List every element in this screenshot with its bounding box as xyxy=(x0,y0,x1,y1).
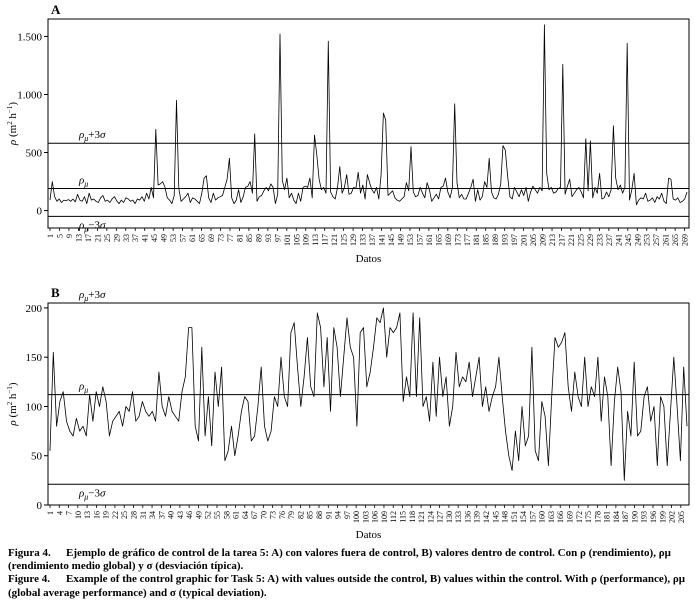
control-line-label: $\rho_\mu+3\sigma$ xyxy=(79,129,106,144)
x-tick-label: 157 xyxy=(415,234,425,246)
x-tick-label: 173 xyxy=(453,234,463,246)
x-tick-label: 141 xyxy=(377,234,387,246)
x-tick-label: 205 xyxy=(529,234,539,246)
x-tick-label: 105 xyxy=(292,234,302,246)
x-tick-label: 241 xyxy=(614,234,624,246)
caption-spanish-label: Figura 4. xyxy=(8,547,51,559)
x-tick-label: 189 xyxy=(491,234,501,246)
x-tick-label: 142 xyxy=(482,511,492,523)
x-tick-label: 89 xyxy=(254,234,264,242)
x-tick-label: 175 xyxy=(584,511,594,523)
x-tick-label: 253 xyxy=(642,234,652,246)
x-tick-label: 69 xyxy=(207,234,217,242)
caption-english-text: Example of the control graphic for Task 5: A) with values outside the control, B) values within the control. With ρ (performance), ρμ (global average performance) and σ (typical deviation). xyxy=(8,573,686,599)
x-tick-label: 160 xyxy=(537,511,547,523)
x-tick-label: 94 xyxy=(333,511,343,519)
panel-label: B xyxy=(51,285,60,300)
x-tick-label: 225 xyxy=(576,234,586,246)
x-tick-label: 81 xyxy=(235,234,245,242)
x-tick-label: 41 xyxy=(140,234,150,242)
x-tick-label: 91 xyxy=(324,511,334,519)
x-tick-label: 53 xyxy=(169,234,179,242)
x-tick-label: 4 xyxy=(55,511,65,515)
x-tick-label: 129 xyxy=(349,234,359,246)
x-tick-label: 73 xyxy=(268,511,278,519)
x-tick-label: 17 xyxy=(83,234,93,242)
y-tick-label: 1.500 xyxy=(17,31,42,44)
x-tick-label: 202 xyxy=(667,511,677,523)
x-tick-label: 145 xyxy=(491,511,501,523)
x-tick-label: 113 xyxy=(311,234,321,246)
x-tick-label: 1 xyxy=(46,511,55,515)
x-tick-label: 124 xyxy=(426,511,436,523)
y-axis-label: ρ ($m^2$ $h^{-1}$) xyxy=(6,382,19,426)
x-tick-label: 46 xyxy=(185,511,195,519)
x-tick-label: 185 xyxy=(481,234,491,246)
x-tick-label: 21 xyxy=(93,234,103,242)
x-tick-label: 121 xyxy=(330,234,340,246)
plot-frame xyxy=(48,303,689,505)
x-tick-label: 40 xyxy=(166,511,176,519)
x-tick-label: 261 xyxy=(661,234,671,246)
x-tick-label: 136 xyxy=(463,511,473,523)
x-tick-label: 76 xyxy=(277,511,287,519)
control-line-label: $\rho_\mu$ xyxy=(79,174,89,189)
x-tick-label: 43 xyxy=(175,511,185,519)
x-tick-label: 16 xyxy=(92,511,102,519)
x-tick-label: 199 xyxy=(658,511,668,523)
x-tick-label: 57 xyxy=(178,234,188,242)
control-line-label: $\rho_\mu+3\sigma$ xyxy=(79,289,106,303)
x-tick-label: 187 xyxy=(621,511,631,523)
y-tick-label: 50 xyxy=(31,450,42,463)
x-tick-label: 10 xyxy=(73,511,83,519)
x-tick-label: 85 xyxy=(305,511,315,519)
y-tick-label: 0 xyxy=(36,205,42,218)
x-tick-label: 115 xyxy=(398,511,408,523)
caption-spanish-text: Ejemplo de gráfico de control de la tarea 5: A) con valores fuera de control, B) valores dentro de control. Con ρ (rendimiento), ρμ (rendimiento medio global) y σ (desviación típica). xyxy=(8,547,671,573)
x-tick-label: 181 xyxy=(602,511,612,523)
x-tick-label: 52 xyxy=(203,511,213,519)
x-tick-label: 127 xyxy=(435,511,445,523)
x-tick-label: 237 xyxy=(604,234,614,246)
x-tick-label: 37 xyxy=(157,511,167,519)
control-line-label: $\rho_\mu$ xyxy=(79,380,89,395)
x-tick-label: 45 xyxy=(150,234,160,242)
x-tick-label: 55 xyxy=(212,511,222,519)
x-tick-label: 13 xyxy=(74,234,84,242)
x-tick-label: 58 xyxy=(222,511,232,519)
x-tick-label: 133 xyxy=(454,511,464,523)
x-tick-label: 193 xyxy=(639,511,649,523)
y-tick-label: 1.000 xyxy=(17,89,42,102)
x-tick-label: 149 xyxy=(396,234,406,246)
x-tick-label: 133 xyxy=(358,234,368,246)
x-tick-label: 28 xyxy=(129,511,139,519)
y-axis-label: ρ ($m^2$ $h^{-1}$) xyxy=(6,101,19,146)
x-tick-label: 1 xyxy=(46,234,55,238)
x-tick-label: 184 xyxy=(611,511,621,523)
x-tick-label: 217 xyxy=(557,234,567,246)
x-tick-label: 169 xyxy=(565,511,575,523)
x-tick-label: 166 xyxy=(556,511,566,523)
x-tick-label: 165 xyxy=(434,234,444,246)
x-tick-label: 245 xyxy=(623,234,633,246)
x-tick-label: 22 xyxy=(110,511,120,519)
x-tick-label: 61 xyxy=(231,511,241,519)
x-tick-label: 85 xyxy=(244,234,254,242)
x-tick-label: 130 xyxy=(444,511,454,523)
x-tick-label: 82 xyxy=(296,511,306,519)
x-tick-label: 125 xyxy=(339,234,349,246)
x-tick-label: 19 xyxy=(101,511,111,519)
series-line xyxy=(50,25,687,205)
x-tick-label: 97 xyxy=(342,511,352,519)
x-tick-label: 25 xyxy=(120,511,130,519)
x-tick-label: 106 xyxy=(370,511,380,523)
x-tick-label: 178 xyxy=(593,511,603,523)
x-tick-label: 257 xyxy=(652,234,662,246)
x-tick-label: 9 xyxy=(64,234,74,238)
x-tick-label: 197 xyxy=(510,234,520,246)
x-tick-label: 109 xyxy=(379,511,389,523)
x-tick-label: 13 xyxy=(83,511,93,519)
x-tick-label: 97 xyxy=(273,234,283,242)
x-tick-label: 29 xyxy=(112,234,122,242)
x-tick-label: 139 xyxy=(472,511,482,523)
x-tick-label: 112 xyxy=(389,511,399,523)
x-tick-label: 5 xyxy=(55,234,65,238)
x-tick-label: 70 xyxy=(259,511,269,519)
x-tick-label: 193 xyxy=(500,234,510,246)
x-tick-label: 137 xyxy=(368,234,378,246)
x-tick-label: 64 xyxy=(240,511,250,519)
x-tick-label: 196 xyxy=(648,511,658,523)
x-tick-label: 205 xyxy=(676,511,686,523)
x-tick-label: 77 xyxy=(225,234,235,242)
x-tick-label: 34 xyxy=(148,511,158,519)
x-tick-label: 121 xyxy=(417,511,427,523)
x-tick-label: 49 xyxy=(159,234,169,242)
control-line-label: $\rho_\mu-3\sigma$ xyxy=(79,487,106,502)
x-tick-label: 103 xyxy=(361,511,371,523)
x-tick-label: 161 xyxy=(424,234,434,246)
panel-label: A xyxy=(51,2,61,17)
y-tick-label: 0 xyxy=(36,500,42,512)
x-tick-label: 109 xyxy=(301,234,311,246)
caption-spanish xyxy=(8,547,688,573)
x-tick-label: 209 xyxy=(538,234,548,246)
caption-english-label: Figure 4. xyxy=(8,573,50,586)
x-tick-label: 249 xyxy=(633,234,643,246)
x-tick-label: 265 xyxy=(671,234,681,246)
chart-panel-b xyxy=(6,285,689,541)
x-tick-label: 118 xyxy=(407,511,417,523)
x-tick-label: 37 xyxy=(131,234,141,242)
x-tick-label: 31 xyxy=(138,511,148,519)
x-tick-label: 269 xyxy=(680,234,690,246)
x-tick-label: 153 xyxy=(405,234,415,246)
x-axis-label: Datos xyxy=(355,253,382,265)
x-tick-label: 145 xyxy=(386,234,396,246)
y-tick-label: 200 xyxy=(25,302,42,315)
caption-english xyxy=(8,573,688,599)
figure-caption xyxy=(8,547,688,600)
x-tick-label: 157 xyxy=(528,511,538,523)
x-tick-label: 221 xyxy=(566,234,576,246)
x-tick-label: 67 xyxy=(250,511,260,519)
x-tick-label: 61 xyxy=(188,234,198,242)
x-tick-label: 169 xyxy=(443,234,453,246)
x-tick-label: 181 xyxy=(472,234,482,246)
chart-panel-a xyxy=(6,2,690,265)
x-tick-label: 148 xyxy=(500,511,510,523)
x-axis-label: Datos xyxy=(355,529,382,541)
x-tick-label: 177 xyxy=(462,234,472,246)
y-tick-label: 100 xyxy=(25,401,42,414)
x-tick-label: 201 xyxy=(519,234,529,246)
x-tick-label: 229 xyxy=(585,234,595,246)
x-tick-label: 213 xyxy=(548,234,558,246)
x-tick-label: 49 xyxy=(194,511,204,519)
y-tick-label: 500 xyxy=(25,147,42,160)
x-tick-label: 151 xyxy=(509,511,519,523)
x-tick-label: 93 xyxy=(263,234,273,242)
x-tick-label: 190 xyxy=(630,511,640,523)
x-tick-label: 154 xyxy=(519,511,529,523)
x-tick-label: 100 xyxy=(352,511,362,523)
y-tick-label: 150 xyxy=(25,352,42,365)
x-tick-label: 7 xyxy=(64,511,74,515)
x-tick-label: 172 xyxy=(574,511,584,523)
x-tick-label: 79 xyxy=(287,511,297,519)
x-tick-label: 65 xyxy=(197,234,207,242)
x-tick-label: 88 xyxy=(315,511,325,519)
x-tick-label: 25 xyxy=(102,234,112,242)
x-tick-label: 73 xyxy=(216,234,226,242)
x-tick-label: 33 xyxy=(121,234,131,242)
x-tick-label: 101 xyxy=(282,234,292,246)
x-tick-label: 163 xyxy=(546,511,556,523)
control-line-label: $\rho_\mu-3\sigma$ xyxy=(79,219,106,234)
x-tick-label: 233 xyxy=(595,234,605,246)
x-tick-label: 117 xyxy=(320,234,330,246)
